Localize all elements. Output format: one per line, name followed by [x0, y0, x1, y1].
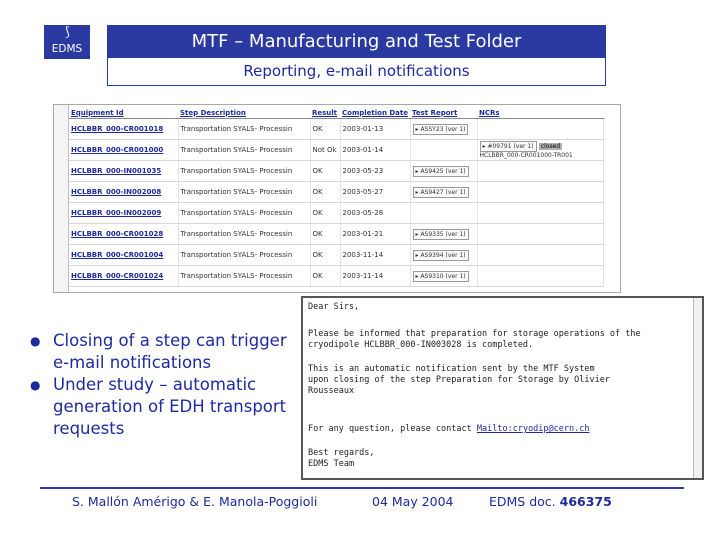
completion-date: 2003-01-14 [340, 140, 410, 161]
test-report-cell [410, 119, 477, 140]
ncr-cell [477, 161, 603, 182]
test-report-link[interactable]: ▸ AS9310 (ver 1) [413, 271, 469, 282]
bullet-text: Closing of a step can trigger e-mail notifications [53, 331, 287, 372]
result-value: Not Ok [310, 140, 340, 161]
equipment-id-link[interactable]: HCLBBR_000-CR001018 [69, 119, 178, 140]
completion-date: 2003-01-21 [340, 224, 410, 245]
bullet-item [30, 374, 300, 440]
completion-date: 2003-01-13 [340, 119, 410, 140]
step-description: Transportation SYALS- Processin [178, 203, 310, 224]
email-notification-screenshot [301, 296, 704, 480]
step-description: Transportation SYALS- Processin [178, 119, 310, 140]
bullet-list [30, 330, 300, 440]
table-row [69, 245, 603, 266]
ncr-cell [477, 140, 603, 161]
test-report-cell [410, 203, 477, 224]
table-row [69, 224, 603, 245]
column-header-step-description[interactable]: Step Description [178, 107, 310, 119]
email-signoff: Best regards, [308, 448, 375, 458]
footer-doc-prefix: EDMS doc. [489, 494, 556, 509]
email-contact-link[interactable]: Mailto:cryodip@cern.ch [476, 424, 590, 434]
column-header-equipment-id[interactable]: Equipment Id [69, 107, 178, 119]
table-header-row [69, 107, 603, 119]
column-header-completion-date[interactable]: Completion Date [342, 108, 409, 117]
test-report-link[interactable]: ▸ AS9425 (ver 1) [413, 166, 469, 177]
completion-date: 2003-05-28 [340, 203, 410, 224]
completion-date: 2003-11-14 [340, 266, 410, 287]
edms-logo-text: EDMS [51, 43, 83, 55]
ncr-cell [477, 245, 603, 266]
completion-date: 2003-05-23 [340, 161, 410, 182]
bullet-icon: ● [30, 378, 41, 392]
step-description: Transportation SYALS- Processin [178, 224, 310, 245]
table-row [69, 266, 603, 287]
email-body-line: Rousseaux [308, 386, 355, 396]
email-contact-prefix: For any question, please contact [308, 424, 477, 434]
equipment-id-link[interactable]: HCLBBR_000-CR001000 [69, 140, 178, 161]
footer-divider [40, 487, 684, 489]
edms-logo-icon: ⟆ [64, 25, 70, 40]
footer-authors: S. Mallón Amérigo & E. Manola-Poggioli [72, 494, 318, 509]
result-value: OK [310, 203, 340, 224]
test-report-link[interactable]: ▸ AS9394 (ver 1) [413, 250, 469, 261]
equipment-id-link[interactable]: HCLBBR_000-IN001035 [69, 161, 178, 182]
completion-date: 2003-05-27 [340, 182, 410, 203]
bullet-icon: ● [30, 334, 41, 348]
test-report-cell [410, 224, 477, 245]
table-row [69, 140, 603, 161]
email-body-line: Please be informed that preparation for storage operations of the [308, 329, 641, 339]
mtf-report-screenshot [53, 104, 621, 293]
test-report-link[interactable]: ▸ ASSY23 (ver 1) [413, 124, 469, 135]
footer-doc [489, 494, 612, 509]
test-report-cell [410, 182, 477, 203]
email-signature: EDMS Team [308, 459, 355, 469]
test-report-link[interactable]: ▸ AS9335 (ver 1) [413, 229, 469, 240]
equipment-id-link[interactable]: HCLBBR_000-CR001024 [69, 266, 178, 287]
test-report-cell [410, 161, 477, 182]
table-row [69, 119, 603, 140]
ncr-cell [477, 224, 603, 245]
slide-title: MTF – Manufacturing and Test Folder [107, 25, 606, 58]
equipment-id-link[interactable]: HCLBBR_000-CR001028 [69, 224, 178, 245]
column-header-ncrs[interactable]: NCRs [477, 107, 603, 119]
test-report-cell [410, 140, 477, 161]
email-scrollbar[interactable] [693, 298, 702, 478]
slide-subtitle: Reporting, e-mail notifications [107, 58, 606, 86]
equipment-id-link[interactable]: HCLBBR_000-IN002008 [69, 182, 178, 203]
result-value: OK [310, 245, 340, 266]
completion-date: 2003-11-14 [340, 245, 410, 266]
column-header-result[interactable]: Result [310, 107, 340, 119]
result-value: OK [310, 161, 340, 182]
table-row [69, 182, 603, 203]
step-description: Transportation SYALS- Processin [178, 266, 310, 287]
equipment-id-link[interactable]: HCLBBR_000-IN002009 [69, 203, 178, 224]
test-report-cell [410, 245, 477, 266]
mtf-report-table [69, 107, 604, 287]
ncr-link[interactable]: ▸ #09791 (ver 1) [480, 141, 537, 152]
step-description: Transportation SYALS- Processin [178, 245, 310, 266]
result-value: OK [310, 119, 340, 140]
edms-logo [44, 25, 90, 59]
footer-date: 04 May 2004 [372, 494, 454, 509]
ncr-cell [477, 266, 603, 287]
email-body-line: cryodipole HCLBBR_000-IN003028 is completed. [308, 340, 534, 350]
email-greeting: Dear Sirs, [308, 302, 360, 312]
ncr-status-badge: closed [540, 142, 561, 150]
step-description: Transportation SYALS- Processin [178, 182, 310, 203]
bullet-item [30, 330, 300, 374]
table-row [69, 203, 603, 224]
footer-doc-number: 466375 [559, 494, 612, 509]
email-body-line: This is an automatic notification sent by the MTF System [308, 364, 595, 374]
email-body-line: upon closing of the step Preparation for Storage by Olivier [308, 375, 610, 385]
table-row [69, 161, 603, 182]
ncr-cell [477, 119, 603, 140]
equipment-id-link[interactable]: HCLBBR_000-CR001004 [69, 245, 178, 266]
table-row-selector-column [54, 105, 69, 292]
bullet-text: Under study – automatic generation of EDH transport requests [53, 375, 287, 438]
step-description: Transportation SYALS- Processin [178, 161, 310, 182]
result-value: OK [310, 266, 340, 287]
ncr-reference: HCLBBR_000-CR001000-TR001 [479, 151, 573, 159]
step-description: Transportation SYALS- Processin [178, 140, 310, 161]
result-value: OK [310, 182, 340, 203]
ncr-cell [477, 182, 603, 203]
column-header-test-report[interactable]: Test Report [410, 107, 477, 119]
test-report-cell [410, 266, 477, 287]
ncr-cell [477, 203, 603, 224]
email-contact-line [308, 424, 589, 434]
result-value: OK [310, 224, 340, 245]
test-report-link[interactable]: ▸ AS9427 (ver 1) [413, 187, 469, 198]
